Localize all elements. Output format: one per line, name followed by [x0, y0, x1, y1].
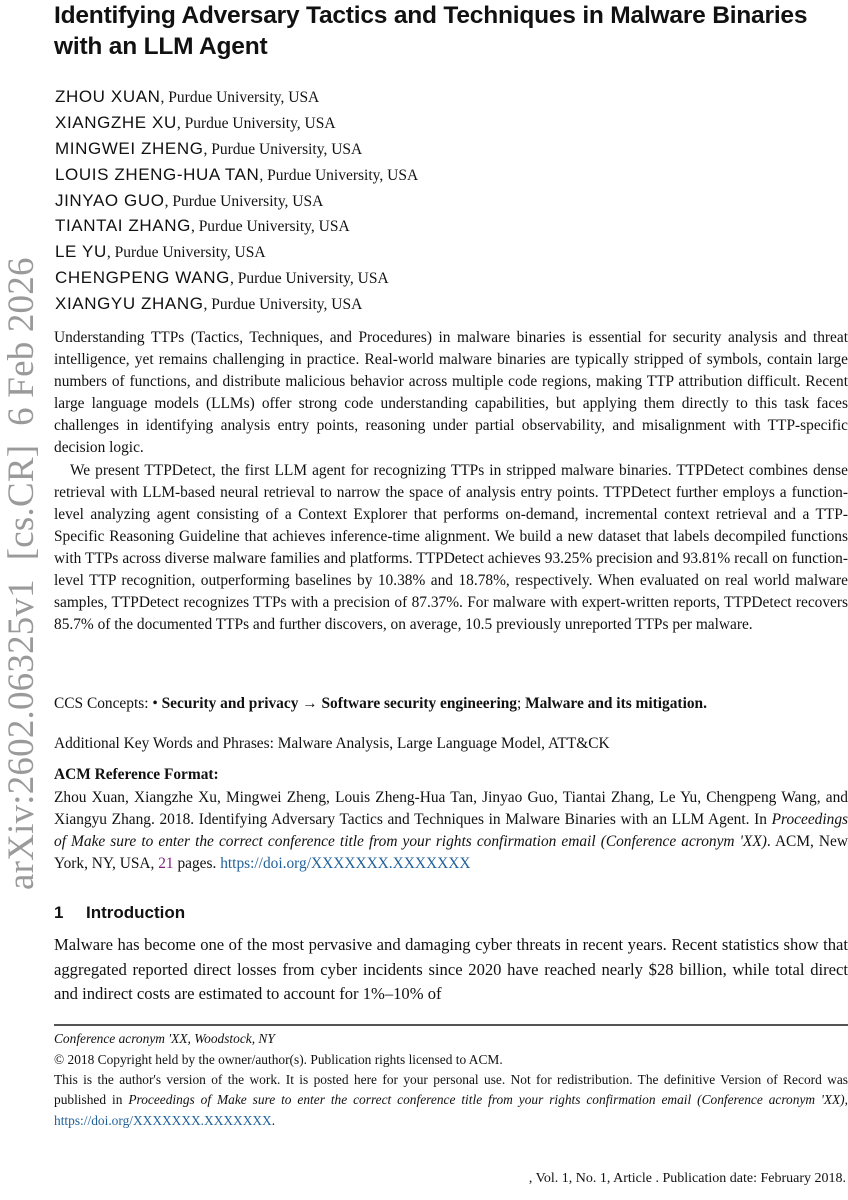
author-affiliation: , Purdue University, USA	[164, 192, 324, 210]
ccs-concept: Malware and its mitigation	[525, 695, 704, 712]
author-entry	[55, 110, 418, 136]
version-end: .	[271, 1112, 276, 1128]
version-venue: Proceedings of Make sure to enter the correct conference title from your rights confirmation email (Conference acronym 'XX)	[128, 1092, 845, 1108]
author-affiliation: , Purdue University, USA	[229, 270, 389, 288]
author-entry	[55, 291, 418, 317]
introduction-paragraph: Malware has become one of the most pervasive and damaging cyber threats in recent years. Recent statistics show that aggregated reported direct losses from cyber incidents since 2020 have reached nearly $28 billion, while total direct and indirect costs are estimated to account for 1%–10% of	[54, 935, 848, 1003]
author-entry	[55, 188, 418, 214]
author-entry	[55, 84, 418, 110]
version-separator: ,	[844, 1092, 848, 1108]
bullet-icon: •	[152, 695, 162, 712]
ccs-concept: Security and privacy	[161, 695, 299, 712]
footnote-version	[54, 1070, 848, 1131]
footnote-divider	[54, 1024, 848, 1026]
author-name: LE YU	[55, 242, 107, 262]
ccs-label: CCS Concepts:	[54, 695, 153, 712]
author-entry	[55, 265, 418, 291]
author-affiliation: , Purdue University, USA	[176, 114, 336, 132]
section-heading	[54, 903, 185, 923]
page-count-link[interactable]: 21	[158, 855, 174, 873]
section-number: 1	[54, 903, 64, 922]
arxiv-identifier-stamp: arXiv:2602.06325v1 [cs.CR] 6 Feb 2026	[1, 257, 42, 890]
ccs-separator: ;	[516, 695, 526, 712]
acm-reference-heading: ACM Reference Format:	[54, 766, 219, 783]
author-entry	[55, 239, 418, 265]
author-name: MINGWEI ZHENG	[55, 138, 204, 158]
arrow-icon: →	[298, 695, 322, 712]
doi-link[interactable]: https://doi.org/XXXXXXX.XXXXXXX	[220, 855, 471, 873]
ccs-end: .	[703, 695, 707, 712]
pages-suffix: pages.	[173, 855, 221, 873]
author-affiliation: , Purdue University, USA	[203, 296, 363, 314]
abstract	[54, 327, 848, 636]
author-name: TIANTAI ZHANG	[55, 216, 191, 236]
footnote-copyright: © 2018 Copyright held by the owner/author(s). Publication rights licensed to ACM.	[54, 1052, 503, 1067]
author-entry	[55, 136, 418, 162]
author-entry	[55, 162, 418, 188]
section-title: Introduction	[86, 903, 186, 922]
author-name: LOUIS ZHENG-HUA TAN	[55, 164, 260, 184]
acm-reference-text	[54, 787, 848, 875]
abstract-paragraph: We present TTPDetect, the first LLM agent for recognizing TTPs in stripped malware binaries. TTPDetect combines dense retrieval with LLM-based neural retrieval to narrow the space of analysis entry points. TTPDetect further employs a function-level analyzing agent consisting of a Context Explorer that performs on-demand, incremental context retrieval and a TTP-Specific Reasoning Guideline that achieves inference-time alignment. We build a new dataset that labels decompiled functions with TTPs across diverse malware families and platforms. TTPDetect achieves 93.25% precision and 93.81% recall on function-level TTP recognition, outperforming baselines by 10.38% and 18.78%, respectively. When evaluated on real world malware samples, TTPDetect recognizes TTPs with a precision of 87.37%. For malware with expert-written reports, TTPDetect recovers 85.7% of the documented TTPs and further discovers, on average, 10.5 previously unreported TTPs per malware.	[54, 461, 848, 634]
author-name: JINYAO GUO	[55, 190, 165, 210]
author-affiliation: , Purdue University, USA	[106, 244, 266, 262]
footnote-doi-link[interactable]: https://doi.org/XXXXXXX.XXXXXXX	[54, 1112, 272, 1128]
author-name: CHENGPENG WANG	[55, 268, 230, 288]
author-affiliation: , Purdue University, USA	[203, 140, 363, 158]
paper-title: Identifying Adversary Tactics and Techniques in Malware Binaries with an LLM Agent	[54, 2, 808, 60]
abstract-paragraph: Understanding TTPs (Tactics, Techniques, and Procedures) in malware binaries is essential for security analysis and threat intelligence, yet remains challenging in practice. Real-world malware binaries are typically stripped of symbols, contain large numbers of functions, and distribute malicious behavior across multiple code regions, making TTP attribution difficult. Recent large language models (LLMs) offer strong code understanding capabilities, but applying them directly to this task faces challenges in identifying analysis entry points, reasoning under partial observability, and misalignment with TTP-specific decision logic.	[54, 329, 848, 457]
author-affiliation: , Purdue University, USA	[160, 89, 320, 106]
author-list	[55, 84, 418, 317]
reference-publisher: . ACM, New York, NY, USA,	[54, 833, 848, 873]
author-affiliation: , Purdue University, USA	[190, 218, 350, 236]
keywords: Additional Key Words and Phrases: Malware Analysis, Large Language Model, ATT&CK	[54, 735, 610, 752]
author-name: XIANGYU ZHANG	[55, 294, 204, 314]
version-notice: This is the author's version of the work. It is posted here for your personal use. Not for redistribution. The definitive Version of Record was published in	[54, 1072, 848, 1108]
author-entry	[55, 213, 418, 239]
ccs-concepts	[54, 693, 848, 715]
reference-authors-title: Zhou Xuan, Xiangzhe Xu, Mingwei Zheng, Louis Zheng-Hua Tan, Jinyao Guo, Tiantai Zhang, Le Yu, Chengpeng Wang, and Xiangyu Zhang. 2018. Identifying Adversary Tactics and Techniques in Malware Binaries with an LLM Agent. In	[54, 789, 848, 829]
author-affiliation: , Purdue University, USA	[259, 166, 419, 184]
ccs-concept: Software security engineering	[321, 695, 517, 712]
author-name: ZHOU XUAN	[55, 87, 161, 106]
author-name: XIANGZHE XU	[55, 112, 177, 132]
reference-venue: Proceedings of Make sure to enter the correct conference title from your rights confirmation email (Conference acronym 'XX)	[54, 811, 848, 851]
publication-info: , Vol. 1, No. 1, Article . Publication date: February 2018.	[528, 1171, 846, 1186]
footnote-conference: Conference acronym 'XX, Woodstock, NY	[54, 1031, 275, 1046]
